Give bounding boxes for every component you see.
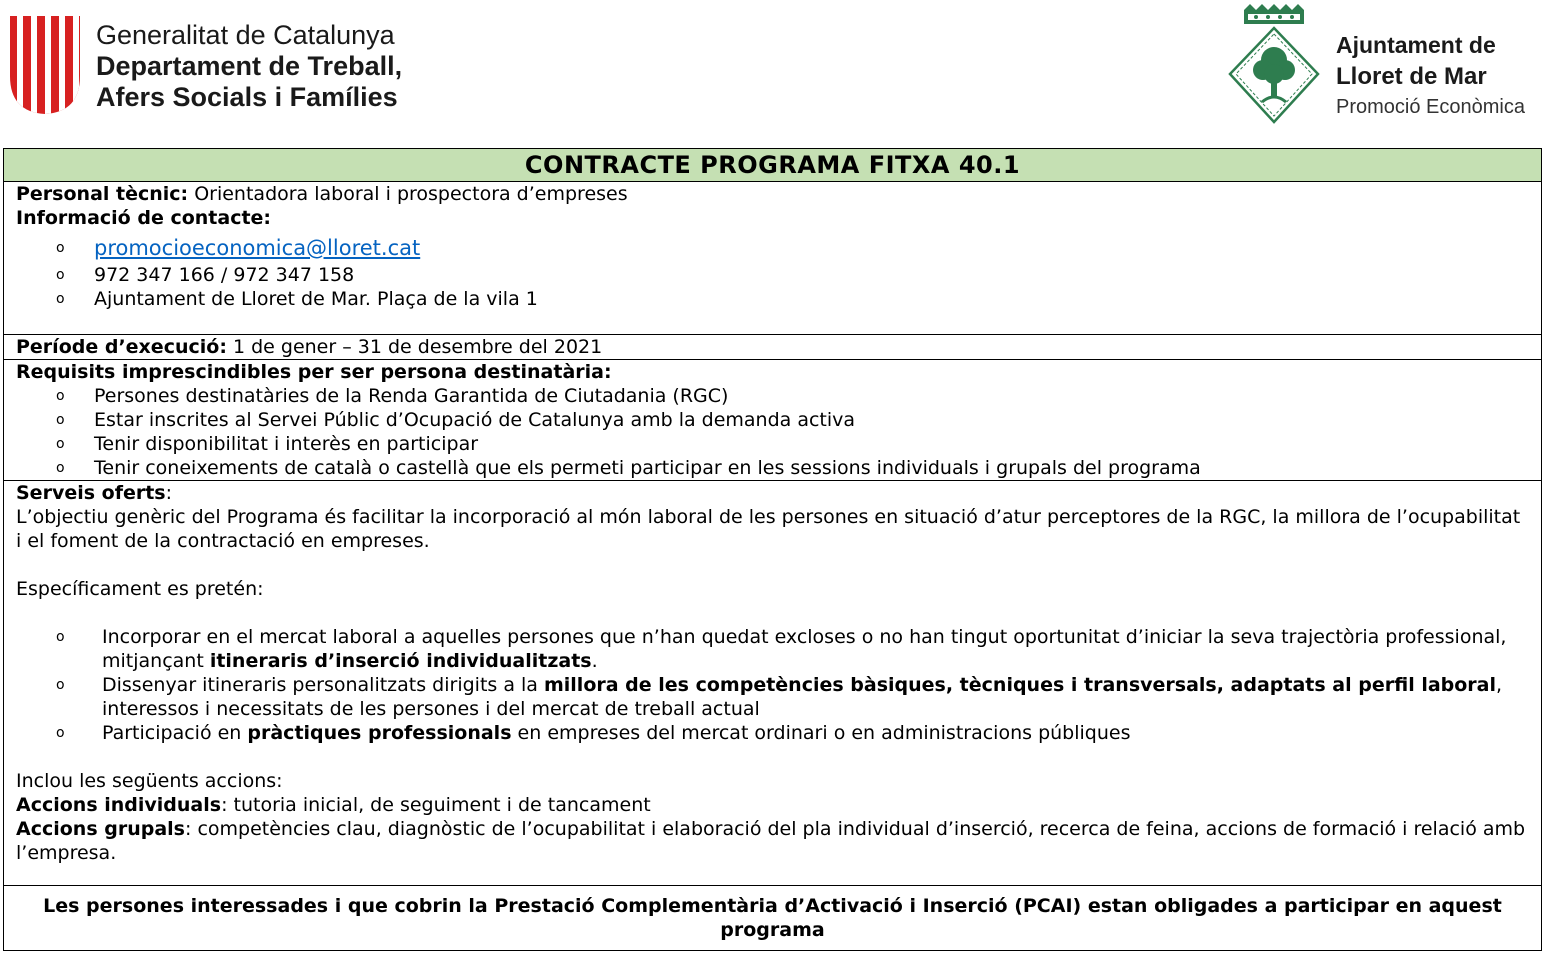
contact-email-item bbox=[56, 234, 1529, 263]
services-colon: : bbox=[165, 482, 173, 504]
period-label: Període d’execució: bbox=[16, 336, 227, 358]
lloret-name bbox=[1336, 30, 1525, 123]
generalitat-name bbox=[96, 20, 402, 113]
goal-bold: itineraris d’inserció individualitzats bbox=[209, 650, 592, 672]
list-item bbox=[56, 625, 1529, 673]
list-item: o Tenir coneixements de català o castellà que els permeti participar en les sessions individuals i grupals del programa bbox=[56, 456, 1529, 480]
contact-section bbox=[4, 182, 1542, 335]
objective-paragraph: L’objectiu genèric del Programa és facilitar la incorporació al món laboral de les persones en situació d’atur perceptores de la RGC, la millora de l’ocupabilitat i el foment de la contractació en empreses. bbox=[16, 506, 1521, 552]
individual-actions bbox=[16, 793, 1529, 817]
goal-text-end: , interessos i necessitats de les persones i del mercat de treball actual bbox=[102, 674, 1503, 720]
goal-text-end: en empreses del mercat ordinari o en administracions públiques bbox=[511, 722, 1131, 744]
services-label: Serveis oferts bbox=[16, 482, 166, 504]
list-item: o Persones destinatàries de la Renda Garantida de Ciutadania (RGC) bbox=[56, 384, 1529, 408]
promocio-line: Promoció Econòmica bbox=[1336, 96, 1525, 118]
goal-text: Participació en bbox=[102, 722, 248, 744]
goal-bold: pràctiques professionals bbox=[247, 722, 512, 744]
contact-address-item: o Ajuntament de Lloret de Mar. Plaça de la vila 1 bbox=[56, 287, 1529, 311]
page-header bbox=[0, 0, 1561, 145]
generalitat-line: Generalitat de Catalunya bbox=[96, 20, 395, 50]
includes-intro: Inclou les següents accions: bbox=[16, 770, 283, 792]
lloret-crest-icon bbox=[1226, 2, 1322, 126]
group-value: : competències clau, diagnòstic de l’ocupabilitat i elaboració del pla individual d’inserció, recerca de feina, accions de formació i relació amb l’empresa. bbox=[16, 818, 1526, 864]
goal-text: Incorporar en el mercat laboral a aquelles persones que n’han quedat excloses o no han tingut oportunitat d’iniciar la seva trajectòria professional, mitjançant bbox=[102, 626, 1507, 672]
requirements-section bbox=[4, 360, 1542, 481]
period-value: 1 de gener – 31 de desembre del 2021 bbox=[226, 336, 603, 358]
list-item: o Tenir disponibilitat i interès en participar bbox=[56, 432, 1529, 456]
personal-tecnic bbox=[16, 182, 1529, 206]
contact-phone-item: o 972 347 166 / 972 347 158 bbox=[56, 263, 1529, 287]
goal-text-end: . bbox=[591, 650, 598, 672]
specific-intro: Específicament es pretén: bbox=[16, 578, 264, 600]
list-item: o Estar inscrites al Servei Públic d’Ocupació de Catalunya amb la demanda activa bbox=[56, 408, 1529, 432]
goal-text: Dissenyar itineraris personalitzats dirigits a la bbox=[102, 674, 544, 696]
lloret-line: Lloret de Mar bbox=[1336, 63, 1487, 90]
contact-list bbox=[16, 234, 1529, 311]
personal-value: Orientadora laboral i prospectora d’empreses bbox=[188, 183, 628, 205]
department-line-2: Afers Socials i Famílies bbox=[96, 82, 398, 112]
requirements-list bbox=[16, 384, 1529, 480]
email-link[interactable]: promocioeconomica@lloret.cat bbox=[94, 236, 421, 260]
sheet-title: CONTRACTE PROGRAMA FITXA 40.1 bbox=[4, 149, 1542, 182]
group-actions bbox=[16, 817, 1529, 865]
specific-goals-list bbox=[16, 625, 1529, 745]
individual-label: Accions individuals bbox=[16, 794, 222, 816]
goal-bold: millora de les competències bàsiques, tècniques i transversals, adaptats al perfil laboral bbox=[543, 674, 1497, 696]
department-line: Departament de Treball, bbox=[96, 51, 403, 81]
final-note: Les persones interessades i que cobrin la Prestació Complementària d’Activació i Inserció (PCAI) estan obligades a participar en aquest programa bbox=[4, 886, 1542, 951]
personal-label: Personal tècnic: bbox=[16, 183, 189, 205]
services-heading bbox=[16, 481, 1529, 505]
contact-label: Informació de contacte: bbox=[16, 207, 272, 229]
list-item bbox=[56, 673, 1529, 721]
senyera-logo-icon bbox=[8, 14, 82, 116]
period-section bbox=[4, 335, 1542, 360]
services-section bbox=[4, 481, 1542, 886]
program-sheet-table bbox=[3, 148, 1542, 951]
requirements-label: Requisits imprescindibles per ser persona destinatària: bbox=[16, 361, 612, 383]
list-item bbox=[56, 721, 1529, 745]
individual-value: : tutoria inicial, de seguiment i de tancament bbox=[221, 794, 651, 816]
group-label: Accions grupals bbox=[16, 818, 185, 840]
ajuntament-line: Ajuntament de bbox=[1336, 32, 1496, 58]
